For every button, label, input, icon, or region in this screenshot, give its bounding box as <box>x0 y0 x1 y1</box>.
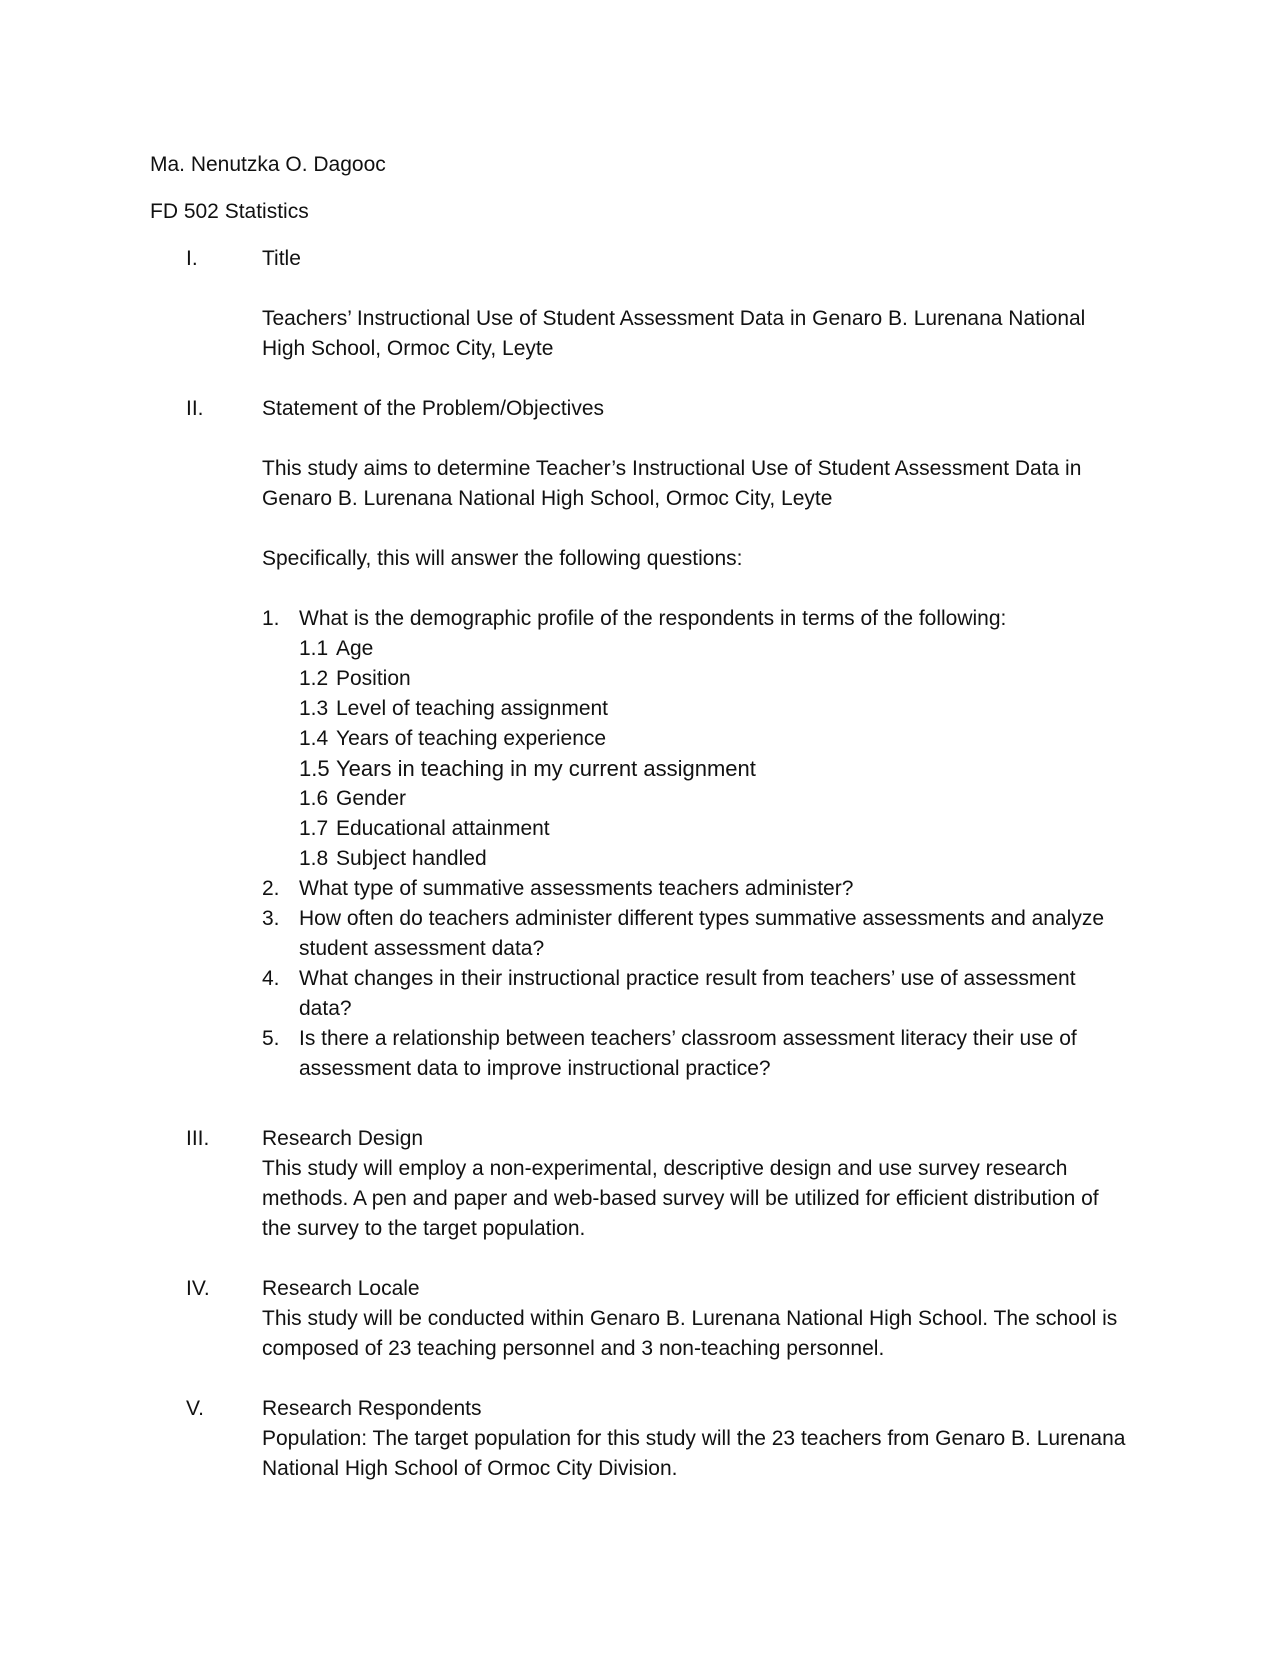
section-heading: Research Design <box>262 1127 424 1150</box>
question-number: 1. <box>262 607 280 630</box>
section-problem-objectives <box>150 394 1130 1084</box>
course-title: FD 502 Statistics <box>150 200 309 223</box>
section-text: This study will be conducted within Genaro B. Lurenana National High School. The school is composed of 23 teaching personnel and 3 non-teaching personnel. <box>262 1307 1118 1360</box>
section-numeral: V. <box>186 1397 204 1420</box>
section-heading: Statement of the Problem/Objectives <box>262 397 604 420</box>
question-item <box>262 874 1130 904</box>
section-research-locale <box>150 1274 1130 1364</box>
question-text: Is there a relationship between teachers’ classroom assessment literacy their use of assessment data to improve instructional practice? <box>299 1027 1077 1080</box>
section-numeral: I. <box>186 247 198 270</box>
sub-item <box>299 844 1130 874</box>
sub-number: 1.5 <box>299 756 330 781</box>
question-item <box>262 1024 1130 1084</box>
question-number: 3. <box>262 907 280 930</box>
section-heading: Title <box>262 247 301 270</box>
section-lead: Specifically, this will answer the following questions: <box>262 547 743 570</box>
sub-text: Years of teaching experience <box>336 727 607 750</box>
question-text: What changes in their instructional practice result from teachers’ use of assessment data? <box>299 967 1076 1020</box>
sub-item <box>299 664 1130 694</box>
section-body <box>262 1274 1130 1364</box>
sub-number: 1.4 <box>299 727 329 750</box>
question-number: 5. <box>262 1027 280 1050</box>
author-name: Ma. Nenutzka O. Dagooc <box>150 153 386 176</box>
sub-number: 1.7 <box>299 817 329 840</box>
sub-text: Subject handled <box>336 847 487 870</box>
sub-text: Level of teaching assignment <box>336 697 609 720</box>
sub-text: Age <box>336 637 374 660</box>
section-intro: This study aims to determine Teacher’s Instructional Use of Student Assessment Data in Genaro B. Lurenana National High School, Ormoc City, Leyte <box>262 457 1082 510</box>
sub-item <box>299 814 1130 844</box>
section-text: Population: The target population for this study will the 23 teachers from Genaro B. Lurenana National High School of Ormoc City Division. <box>262 1427 1126 1480</box>
sub-item <box>299 634 1130 664</box>
section-numeral: IV. <box>186 1277 210 1300</box>
sub-text: Educational attainment <box>336 817 550 840</box>
question-list <box>262 604 1130 1084</box>
section-body <box>262 1124 1130 1244</box>
question-item <box>262 964 1130 1024</box>
sub-text: Gender <box>336 787 407 810</box>
sub-number: 1.1 <box>299 637 329 660</box>
section-body <box>262 1394 1130 1484</box>
sub-item <box>299 754 1130 784</box>
sub-item <box>299 784 1130 814</box>
sub-number: 1.8 <box>299 847 329 870</box>
section-heading: Research Respondents <box>262 1397 482 1420</box>
section-research-respondents <box>150 1394 1130 1484</box>
sub-item <box>299 694 1130 724</box>
sub-number: 1.2 <box>299 667 329 690</box>
section-title <box>150 244 1130 364</box>
question-text: How often do teachers administer different types summative assessments and analyze student assessment data? <box>299 907 1105 960</box>
question-number: 2. <box>262 877 280 900</box>
section-numeral: II. <box>186 397 204 420</box>
question-item <box>262 604 1130 874</box>
question-item <box>262 904 1130 964</box>
question-text: What is the demographic profile of the respondents in terms of the following: <box>299 607 1007 630</box>
demographic-sublist <box>299 634 1130 874</box>
section-text: Teachers’ Instructional Use of Student Assessment Data in Genaro B. Lurenana National High School, Ormoc City, Leyte <box>262 307 1086 360</box>
section-body <box>262 394 1130 1084</box>
question-number: 4. <box>262 967 280 990</box>
section-numeral: III. <box>186 1127 210 1150</box>
sub-text: Years in teaching in my current assignment <box>336 756 756 781</box>
section-heading: Research Locale <box>262 1277 420 1300</box>
sub-number: 1.6 <box>299 787 329 810</box>
sub-number: 1.3 <box>299 697 329 720</box>
section-research-design <box>150 1124 1130 1244</box>
sub-text: Position <box>336 667 411 690</box>
section-text: This study will employ a non-experimental, descriptive design and use survey research methods. A pen and paper and web-based survey will be utilized for efficient distribution of the survey to the target population. <box>262 1157 1099 1240</box>
sub-item <box>299 724 1130 754</box>
section-body <box>262 244 1130 364</box>
question-text: What type of summative assessments teachers administer? <box>299 877 854 900</box>
